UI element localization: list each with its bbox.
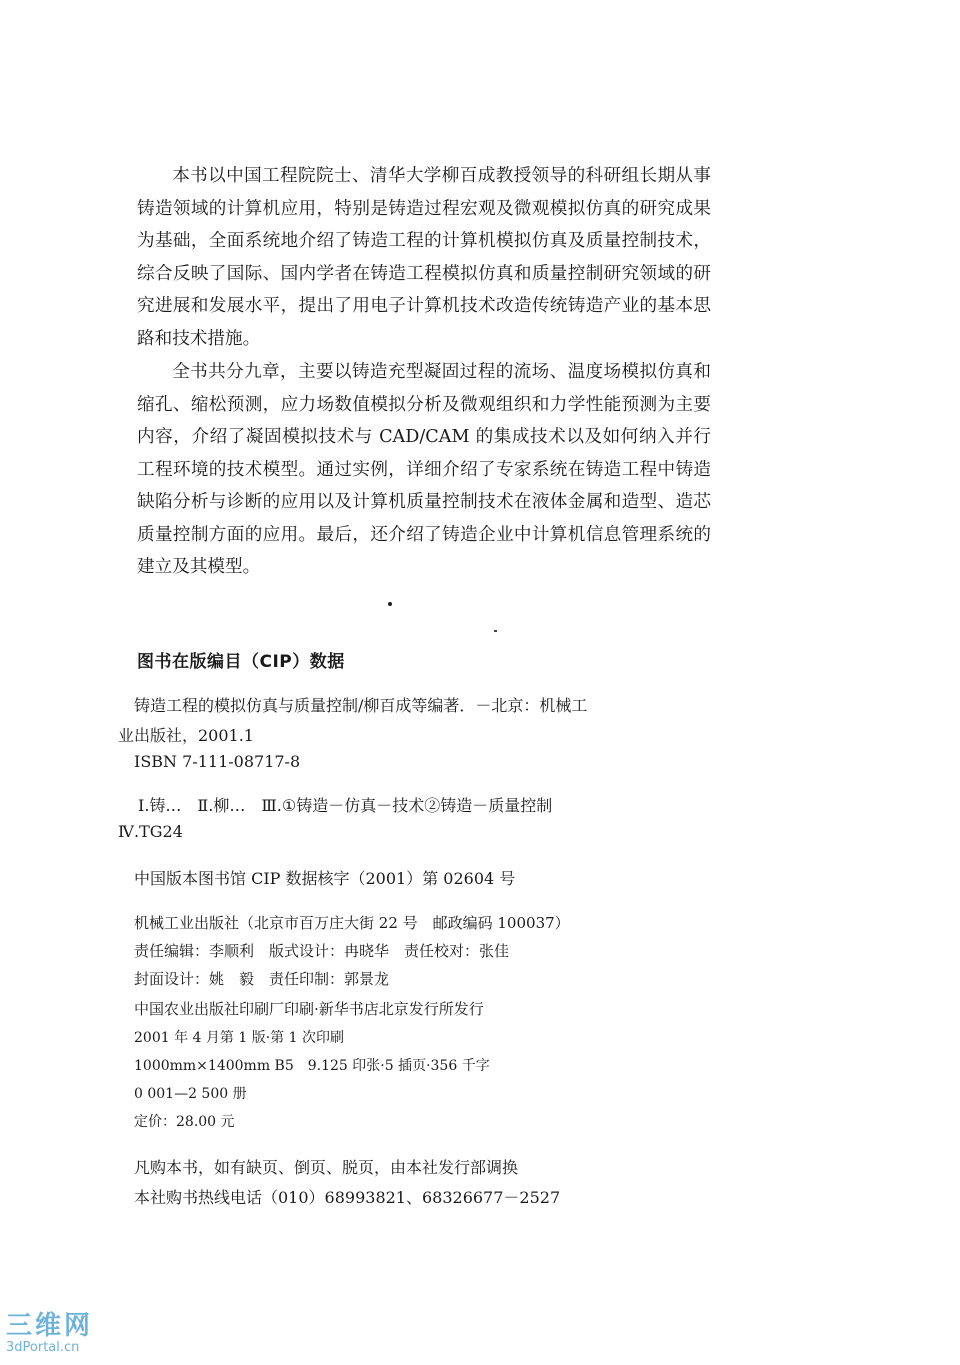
scan-speck — [388, 602, 392, 606]
cip-subject-line-1: Ⅰ.铸… Ⅱ.柳… Ⅲ.①铸造－仿真－技术②铸造－质量控制 — [138, 796, 553, 815]
site-watermark-logo — [6, 1312, 106, 1356]
imprint-publisher: 机械工业出版社（北京市百万庄大街 22 号 邮政编码 100037） — [134, 914, 570, 932]
cip-number: 中国版本图书馆 CIP 数据核字（2001）第 02604 号 — [134, 869, 516, 888]
cip-title-line-1: 铸造工程的模拟仿真与质量控制/柳百成等编著．－北京：机械工 — [134, 696, 588, 715]
intro-paragraph-1: 本书以中国工程院院士、清华大学柳百成教授领导的科研组长期从事铸造领域的计算机应用，特别是铸造过程宏观及微观模拟仿真的研究成果为基础，全面系统地介绍了铸造工程的计算机模拟仿真及质量控制技术，综合反映了国际、国内学者在铸造工程模拟仿真和质量控制研究领域的研究进展和发展水平，提出了用电子计算机技术改造传统铸造产业的基本思路和技术措施。 — [137, 166, 711, 349]
imprint-price: 定价：28.00 元 — [134, 1114, 235, 1130]
imprint-printer: 中国农业出版社印刷厂印刷·新华书店北京发行所发行 — [134, 1000, 484, 1018]
watermark-url-text: 3dPortal.cn — [6, 1340, 80, 1355]
imprint-cover-design: 封面设计：姚 毅 责任印制：郭景龙 — [134, 970, 390, 988]
scan-speck — [494, 630, 497, 632]
book-introduction — [137, 160, 711, 584]
imprint-copies: 0 001—2 500 册 — [134, 1086, 247, 1102]
intro-paragraph-2: 全书共分九章，主要以铸造充型凝固过程的流场、温度场模拟仿真和缩孔、缩松预测，应力场数值模拟分析及微观组织和力学性能预测为主要内容，介绍了凝固模拟技术与 CAD/CAM 的集成技术以及如何纳入并行工程环境的技术模型。通过实例，详细介绍了专家系统在铸造工程中铸造缺陷分析与诊断的应用以及计算机质量控制技术在液体金属和造型、造芯质量控制方面的应用。最后，还介绍了铸造企业中计算机信息管理系统的建立及其模型。 — [137, 362, 711, 577]
imprint-edition: 2001 年 4 月第 1 版·第 1 次印刷 — [134, 1030, 344, 1046]
notice-hotline: 本社购书热线电话（010）68993821、68326677－2527 — [134, 1188, 561, 1207]
cip-subject-line-2: Ⅳ.TG24 — [118, 822, 183, 841]
imprint-format: 1000mm×1400mm B5 9.125 印张·5 插页·356 千字 — [134, 1058, 490, 1074]
notice-defect-exchange: 凡购本书，如有缺页、倒页、脱页，由本社发行部调换 — [134, 1158, 519, 1177]
cip-title-line-2: 业出版社，2001.1 — [118, 726, 254, 745]
imprint-editors: 责任编辑：李顺利 版式设计：冉晓华 责任校对：张佳 — [134, 942, 510, 960]
cip-isbn: ISBN 7-111-08717-8 — [134, 752, 301, 771]
cip-heading: 图书在版编目（CIP）数据 — [137, 652, 345, 672]
watermark-chinese-text: 三维网 — [6, 1311, 94, 1341]
